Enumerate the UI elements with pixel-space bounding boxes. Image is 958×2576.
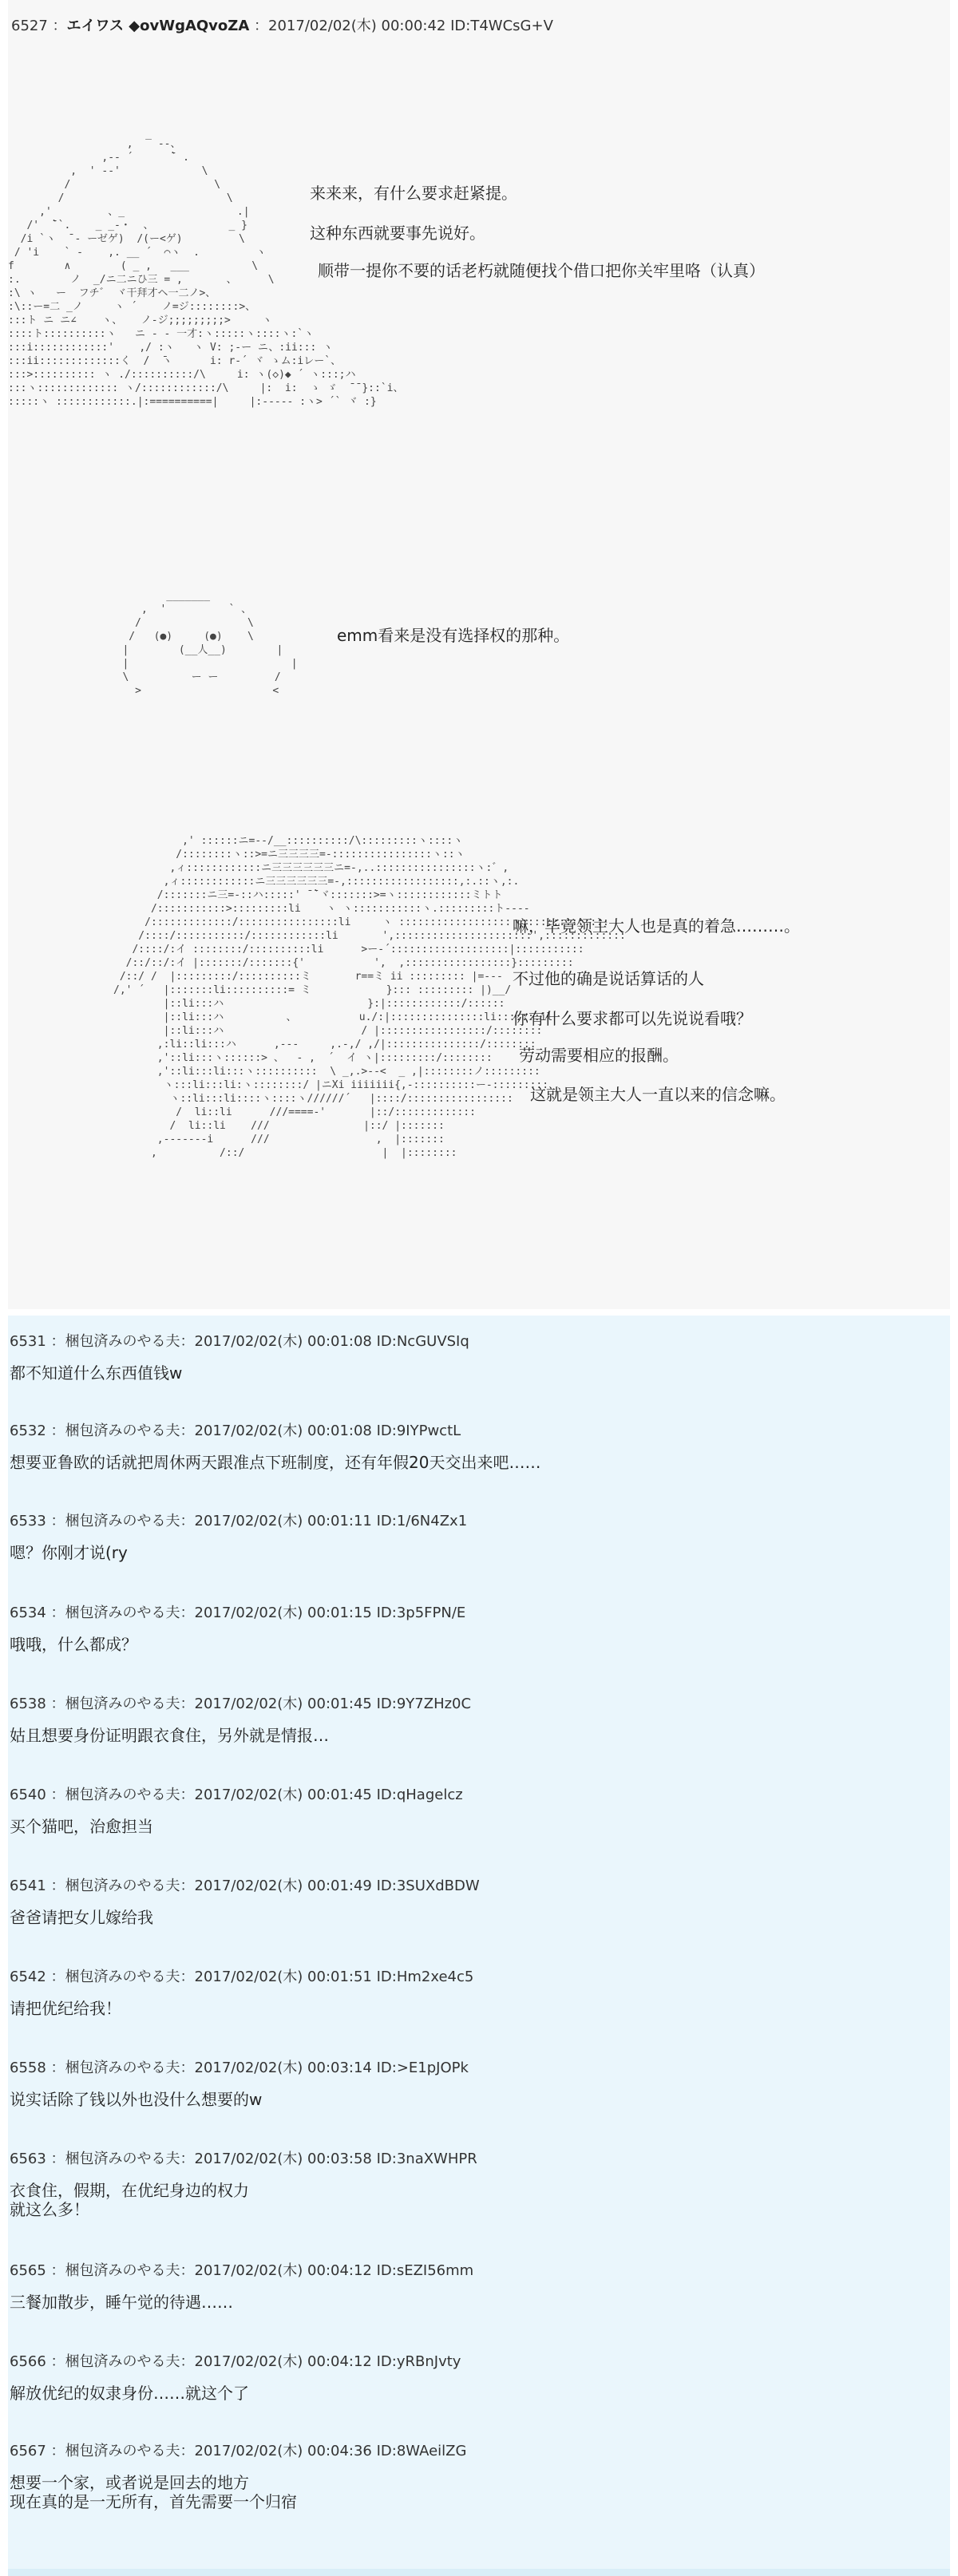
reply-body: 衣食住，假期，在优纪身边的权力 就这么多！	[10, 2181, 249, 2219]
reply-header[interactable]: 6532 ：梱包済みのやる夫：2017/02/02(木) 00:01:08 ID:9IYPwctL	[10, 1423, 461, 1439]
reply-post	[10, 1965, 944, 2018]
page-bottom-divider	[8, 2569, 950, 2576]
reply-body: 买个猫吧，治愈担当	[10, 1817, 153, 1836]
reply-post	[10, 2259, 944, 2312]
main-post	[8, 0, 950, 1309]
reply-body: 请把优纪给我！	[10, 1999, 121, 2018]
reply-header[interactable]: 6534 ：梱包済みのやる夫：2017/02/02(木) 00:01:15 ID:3p5FPN/E	[10, 1605, 466, 1621]
reply-body: 姑且想要身份证明跟衣食住，另外就是情报…	[10, 1726, 329, 1745]
ascii-art-mountain: , ‾ ‐-、 ,-‐ ´ ̄` . , ' ‐-' \ / \ / \ ,' 、_ .| /' ̄``. _ _-・ 、 _ } /i `ヽ ̄ ‐ ーゼゲ) /(ー<ゲ) \ / 'i ` ‐ ,. __ ´ ⌒ヽ . ヽ f ∧ ( _ , ___ \ :. ノ _/ニ二ニひ三 = , 、 \ :\ ヽ ー フチ゛ ヾ干拜才ヘ一二ノ>、 :\::ー=二 _ノ ヽ ´ ノ=ジ::::::::>、 :::ト ニ ニ∠ ヽ、 ノ-ジ;;;;;;;;;> ヽ ::::ト::::::::::ヽ ニ - ‐ 一才:ヽ:::::ヽ::::ヽ:`ヽ :::i::::::::::::' ,/ :ヽ ヽ V: ;-ー ニ、:ii::: ヽ :::ii:::::::::::::く / ̄ヽ i: r‐´ ヾ ゝム:iレー`、 :::>:::::::::: ヽ ./::::::::::/\ i: ヽ(◇)◆ ´ ヽ:::;ハ :::ヽ::::::::::::: ヽ/::::::::::::/\ |: i: ゝ ゞ ̄ ̄ }::`i、 :::::ヽ ::::::::::::.|:==========| |:‐‐‐‐‐ :ヽ> ´` ヾ :}	[8, 138, 404, 408]
reply-body: 爸爸请把女儿嫁给我	[10, 1908, 153, 1927]
reply-post	[10, 1419, 944, 1472]
post-datetime: 2017/02/02(木) 00:00:42	[268, 18, 446, 34]
post-number[interactable]: 6527	[11, 18, 48, 34]
reply-list	[8, 1316, 950, 2576]
dialogue-line: emm看来是没有选择权的那种。	[337, 626, 570, 645]
thread-page	[8, 0, 950, 2576]
reply-header[interactable]: 6538 ：梱包済みのやる夫：2017/02/02(木) 00:01:45 ID:9Y7ZHz0C	[10, 1696, 472, 1712]
dialogue-line: 这种东西就要事先说好。	[310, 224, 485, 243]
dialogue-line: 不过他的确是说话算话的人	[513, 969, 704, 988]
dialogue-line: 嘛，毕竟领主大人也是真的着急………。	[513, 916, 800, 936]
reply-post	[10, 2056, 944, 2109]
dialogue-line: 你有什么要求都可以先说说看哦？	[513, 1009, 752, 1028]
dialogue-line: 来来来，有什么要求赶紧提。	[310, 184, 517, 203]
reply-header[interactable]: 6541 ：梱包済みのやる夫：2017/02/02(木) 00:01:49 ID:3SUXdBDW	[10, 1878, 480, 1894]
reply-header[interactable]: 6563 ：梱包済みのやる夫：2017/02/02(木) 00:03:58 ID:3naXWHPR	[10, 2151, 477, 2167]
reply-header[interactable]: 6540 ：梱包済みのやる夫：2017/02/02(木) 00:01:45 ID:qHagelcz	[10, 1787, 463, 1803]
reply-header[interactable]: 6533 ：梱包済みのやる夫：2017/02/02(木) 00:01:11 ID:1/6N4Zx1	[10, 1513, 468, 1529]
reply-post	[10, 1874, 944, 1927]
reply-body: 说实话除了钱以外也没什么想要的w	[10, 2090, 263, 2109]
dialogue-line: 这就是领主大人一直以来的信念嘛。	[530, 1085, 786, 1104]
reply-post	[10, 1601, 944, 1654]
reply-header[interactable]: 6565 ：梱包済みのやる夫：2017/02/02(木) 00:04:12 ID:sEZI56mm	[10, 2262, 474, 2279]
reply-body: 解放优纪的奴隶身份……就这个了	[10, 2384, 249, 2403]
reply-header[interactable]: 6558 ：梱包済みのやる夫：2017/02/02(木) 00:03:14 ID:>E1pJOPk	[10, 2060, 469, 2076]
reply-header[interactable]: 6531 ：梱包済みのやる夫：2017/02/02(木) 00:01:08 ID:NcGUVSIq	[10, 1333, 469, 1350]
reply-body: 嗯？你刚才说(ry	[10, 1543, 128, 1562]
dialogue-line: 劳动需要相应的报酬。	[519, 1046, 679, 1065]
reply-body: 三餐加散步，睡午觉的待遇……	[10, 2293, 233, 2312]
reply-body: 想要亚鲁欧的话就把周休两天跟准点下班制度，还有年假20天交出来吧……	[10, 1453, 541, 1472]
reply-body: 哦哦，什么都成？	[10, 1635, 137, 1654]
reply-header[interactable]: 6542 ：梱包済みのやる夫：2017/02/02(木) 00:01:51 ID:Hm2xe4c5	[10, 1969, 474, 1985]
reply-header[interactable]: 6566 ：梱包済みのやる夫：2017/02/02(木) 00:04:12 ID:yRBnJvty	[10, 2353, 461, 2370]
reply-post	[10, 1330, 944, 1383]
reply-post	[10, 2350, 944, 2403]
reply-post	[10, 2439, 944, 2511]
reply-post	[10, 2147, 944, 2219]
reply-body: 都不知道什么东西值钱w	[10, 1363, 183, 1383]
dialogue-line: 顺带一提你不要的话老朽就随便找个借口把你关牢里咯（认真）	[318, 261, 765, 280]
reply-body: 想要一个家，或者说是回去的地方 现在真的是一无所有，首先需要一个归宿	[10, 2473, 297, 2511]
poster-id: ID:T4WCsG+V	[450, 18, 553, 34]
reply-header[interactable]: 6567 ：梱包済みのやる夫：2017/02/02(木) 00:04:36 ID:8WAeilZG	[10, 2443, 467, 2459]
reply-post	[10, 1783, 944, 1836]
reply-post	[10, 1510, 944, 1562]
post-header: 6527 ：エイワス ◆ovWgAQvoZA ：2017/02/02(木) 00:00:42 ID:T4WCsG+V	[11, 18, 553, 34]
ascii-art-lord: ,' ::::::ニ=-‐/__::::::::::/\:::::::::ヽ::::ヽ /::::::::ヽ::>=ニ三三三三=-::::::::::::::::ヽ::ヽ ,ィ::::::::::::ニ三三三三三三ニ=-,..::::::::::::::::ヽ:゛, ,ィ::::::::::::ニ三三三三三三=-,::::::::::::::::::,:.::ヽ,:. /:::::::ニ三=-::ハ:::::' ̄ ̄`ヾ:::::::>=ヽ::::::::::::ミトト /:::::::::::>:::::::::li ヽ ヽ:::::::::::ヽ.:::::::::ト-‐‐‐ /:::::::::::::/::::::::::::::::li ヽ ::::::::::::::::::ヽ:::::::::::::: /::::/:::::::::::/::::::::::::li ',::::::::::::::::::::::',::::::::::::: /::::/:イ ::::::::/::::::::::li >ー-´:::::::::::::::::::|::::::::::: /::/::/:イ |:::::::/:::::::{' ', ,:::::::::::::::::}::::::::: /::/ / |:::::::::/::::::::::ミ r==ミ ii ::::::::: |=‐‐‐ /,' ´ |:::::::li::::::::::= ミ }::: ::::::::: |)__/ |::li:::ハ }:|::::::::::::/:::::: |::li:::ハ 、 u./:|:::::::::::::::li:::::::il |::li:::ハ / |:::::::::::::::::/:::::::: ,:li::li:::ハ ,-‐‐ ,.-,/ ,/|:::::::::::::::/:::::::: ,'::li:::ヽ::::::> 、 ‐ , ´ イ ヽ|:::::::::/:::::::: ,'::li:::li:::ヽ:::::::::: \ _,.>‐-< _ ,|::::::::ノ::::::::: ヽ:::li:::li:ヽ::::::::/ |ニXi iiiiiii{,‐::::::::::ー-::::::::: ヽ::li:::li::::ヽ::::ヽ//////´ |::::/::::::::::::::::: / li::li ///====‐' |::/::::::::::::: / li::li /// |::/ |::::::: ,‐‐‐‐‐‐‐i /// , |::::::: , /::/ | |::::::::	[113, 835, 626, 1159]
ascii-art-blob: _______ , ' ` 、 / \ / (●) (●) \ | (__人__) | | | \ ー ー / > <	[122, 590, 298, 697]
poster-name: エイワス ◆ovWgAQvoZA	[66, 18, 250, 34]
reply-post	[10, 1692, 944, 1745]
